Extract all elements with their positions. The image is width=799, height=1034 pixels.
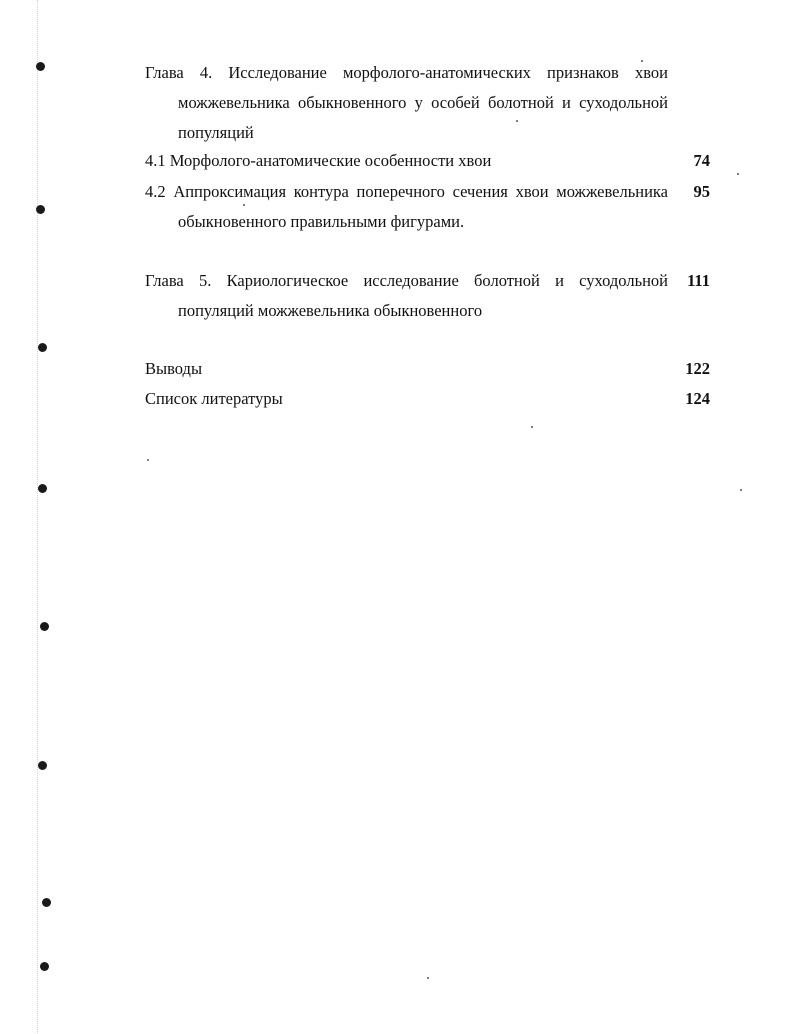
toc-entry-title: 4.1 Морфолого-анатомические особенности хвои	[145, 151, 492, 170]
toc-entry-references[interactable]	[145, 384, 710, 414]
binder-hole	[38, 343, 47, 352]
binder-hole	[36, 205, 45, 214]
scan-speck	[531, 426, 533, 428]
toc-entry-title-line: популяций можжевельника обыкновенного	[178, 301, 483, 320]
toc-entry-title-line: Глава 4. Исследование морфолого-анатомических признаков хвои	[145, 63, 668, 82]
binder-hole	[40, 622, 49, 631]
toc-entry-title-line: можжевельника обыкновенного у особей болотной и суходольной	[178, 93, 668, 112]
toc-page-number: 124	[685, 389, 710, 408]
toc-entry-title-line: обыкновенного правильными фигурами.	[178, 212, 465, 231]
toc-entry-title-line: Глава 5. Кариологическое исследование болотной и суходольной	[145, 271, 668, 290]
toc-entry-chapter-5[interactable]	[145, 266, 710, 326]
binder-hole	[36, 62, 45, 71]
scan-speck	[147, 459, 149, 461]
toc-page-number: 111	[687, 271, 710, 290]
binder-hole	[38, 484, 47, 493]
toc-entry-title: Список литературы	[145, 389, 283, 408]
toc-page-number: 74	[693, 151, 710, 170]
scan-speck	[427, 977, 429, 979]
toc-page-number: 95	[693, 182, 710, 201]
scan-speck	[740, 489, 742, 491]
toc-entry-title-line: 4.2 Аппроксимация контура поперечного сечения хвои можжевельника	[145, 182, 668, 201]
toc-entry-section-4-1[interactable]	[145, 146, 710, 176]
toc-page-number: 122	[685, 359, 710, 378]
binder-hole	[38, 761, 47, 770]
toc-entry-conclusions[interactable]	[145, 354, 710, 384]
toc-entry-title-line: популяций	[178, 123, 254, 142]
toc-entry-title: Выводы	[145, 359, 203, 378]
binder-hole	[40, 962, 49, 971]
toc-entry-chapter-4[interactable]	[145, 58, 710, 148]
scan-speck	[737, 173, 739, 175]
binder-hole	[42, 898, 51, 907]
toc-entry-section-4-2[interactable]	[145, 177, 710, 237]
margin-line	[37, 0, 38, 1034]
